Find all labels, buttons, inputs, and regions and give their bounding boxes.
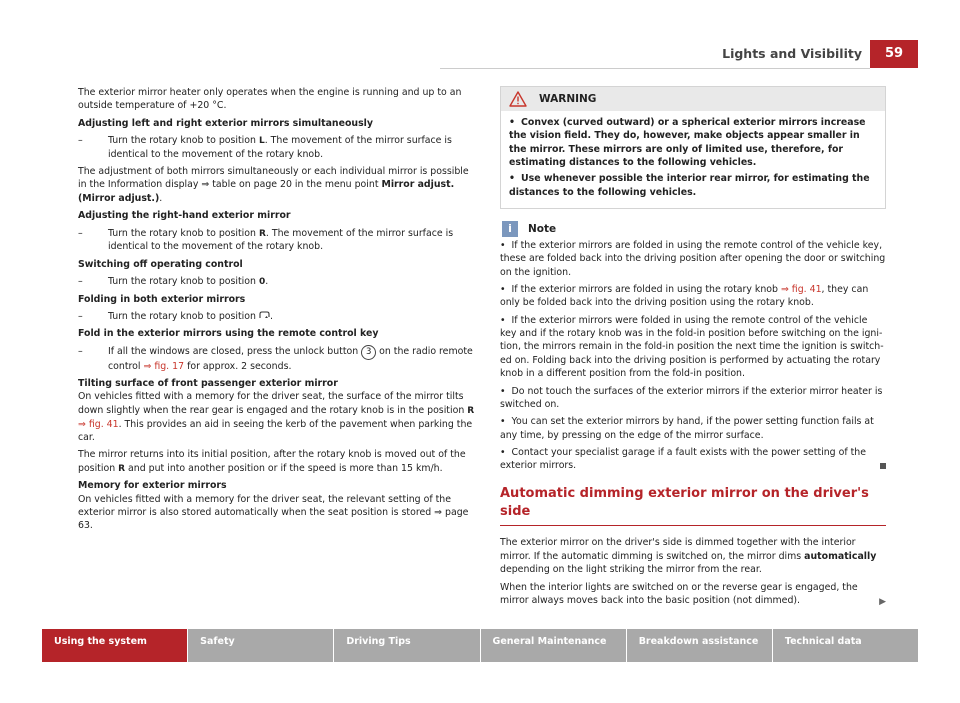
fig-41-link[interactable]: ⇒ fig. 41 <box>78 418 119 430</box>
unlock-button-number: 3 <box>361 345 376 360</box>
note-header <box>500 221 886 237</box>
auto-dimming-paragraph: The exterior mirror on the driver's side is dimmed together with the interior mirror. If the automatic dimming is switched on, the mirror dims automatically depending on the light striking the mirror from the rear. <box>500 537 877 576</box>
heading-tilt: Tilting surface of front passenger exterior mirror <box>78 378 338 390</box>
auto-dimming-section <box>500 485 886 608</box>
tab-using-the-system[interactable]: Using the system <box>42 629 187 662</box>
knob-position-r-icon: R <box>258 228 266 239</box>
note-item: • If the exterior mirrors were folded in using the remote control of the vehicle key and if the rotary knob was in the fold-in position before switching on the ignition, the mirrors remain in the fold-in position the next time the ignition is switched on. Folding back into the driving position is performed by actuating the rotary knob in a different position from the fold-in position. <box>500 314 884 380</box>
info-icon: i <box>502 221 518 237</box>
paragraph-heater: The exterior mirror heater only operates when the engine is running and up to an outside temperature of +20 °C. <box>78 87 462 112</box>
fig-17-link[interactable]: ⇒ fig. 17 <box>143 360 185 372</box>
paragraph-adjust-info: The adjustment of both mirrors simultaneously or each individual mirror is possible in the Information display ⇒ table on page 20 in the menu point Mirror adjust. (Mirror adjust.). <box>78 166 469 204</box>
note-item: • You can set the exterior mirrors by hand, if the power setting function fails at any time, by pressing on the edge of the mirror surface. <box>500 416 874 441</box>
fold-mirror-icon <box>259 311 270 320</box>
heading-memory: Memory for exterior mirrors <box>78 480 227 492</box>
footer-nav <box>42 629 918 662</box>
heading-fold-in: Folding in both exterior mirrors <box>78 293 246 305</box>
section-title: Lights and Visibility <box>722 46 862 62</box>
continued-arrow-icon: ▶ <box>879 596 886 607</box>
note-item: • If the exterior mirrors are folded in using the rotary knob ⇒ fig. 41, they can only be folded back into the driving position using the rotary knob. <box>500 284 869 309</box>
section-header <box>722 40 918 68</box>
tab-driving-tips[interactable]: Driving Tips <box>334 629 479 662</box>
tab-breakdown-assistance[interactable]: Breakdown assistance <box>627 629 772 662</box>
auto-dimming-paragraph: When the interior lights are switched on or the reverse gear is engaged, the mirror always moves back into the basic position (not dimmed). ▶ <box>500 581 886 607</box>
note-item: • Do not touch the surfaces of the exterior mirrors if the exterior mirror heater is switched on. <box>500 385 883 410</box>
warning-triangle-icon <box>509 91 527 107</box>
paragraph-return: The mirror returns into its initial position, after the rotary knob is moved out of the position R and put into another position or if the speed is more than 15 km/h. <box>78 449 466 474</box>
heading-switch-off: Switching off operating control <box>78 258 243 270</box>
knob-position-r-icon: R <box>118 463 126 474</box>
knob-position-r-icon: R <box>467 405 475 416</box>
right-column <box>500 86 886 611</box>
step-switch-off: – Turn the rotary knob to position 0. <box>78 275 269 287</box>
tab-general-maintenance[interactable]: General Maintenance <box>481 629 626 662</box>
warning-item: • Convex (curved outward) or a spherical exterior mirrors increase the vision field. They do, however, make objects appear smaller in the mirror. These mirrors are only of limited use, therefore, for estimating distances to the following vehicles. <box>509 117 866 169</box>
tab-safety[interactable]: Safety <box>188 629 333 662</box>
tab-technical-data[interactable]: Technical data <box>773 629 918 662</box>
warning-item: • Use whenever possible the interior rear mirror, for estimating the distances to the following vehicles. <box>509 173 870 198</box>
paragraph-tilt: On vehicles fitted with a memory for the driver seat, the surface of the mirror tilts down slightly when the rear gear is engaged and the rotary knob is in the position R ⇒ fig. 41. This provides an aid in seeing the kerb of the pavement when parking the car. <box>78 391 475 443</box>
step-remote-fold: – If all the windows are closed, press the unlock button 3 on the radio remote control ⇒ fig. 17 for approx. 2 seconds. <box>78 345 473 372</box>
heading-adjust-right: Adjusting the right-hand exterior mirror <box>78 210 291 222</box>
warning-box <box>500 86 886 209</box>
heading-remote-fold: Fold in the exterior mirrors using the remote control key <box>78 328 379 340</box>
section-end-icon <box>880 463 886 469</box>
note-item: • Contact your specialist garage if a fault exists with the power setting of the exterior mirrors. <box>500 446 886 473</box>
note-title: Note <box>528 222 557 235</box>
warning-title: WARNING <box>539 92 597 105</box>
step-adjust-both: – Turn the rotary knob to position L. The movement of the mirror surface is identical to the movement of the rotary knob. <box>78 135 452 160</box>
step-adjust-right: – Turn the rotary knob to position R. The movement of the mirror surface is identical to the movement of the rotary knob. <box>78 227 454 253</box>
fig-41-link[interactable]: ⇒ fig. 41 <box>780 284 822 296</box>
knob-position-0-icon: 0 <box>258 276 266 287</box>
step-fold-in: – Turn the rotary knob to position . <box>78 311 273 323</box>
note-item: • If the exterior mirrors are folded in using the remote control of the vehicle key, these are folded back into the driving position after opening the door or switching on the ignition. <box>500 240 886 278</box>
note-body <box>500 239 886 473</box>
paragraph-memory: On vehicles fitted with a memory for the driver seat, the relevant setting of the exterior mirror is also stored automatically when the seat position is stored ⇒ page 63. <box>78 493 469 532</box>
warning-body <box>501 111 885 208</box>
warning-header <box>501 87 885 111</box>
left-column <box>78 86 478 537</box>
heading-adjust-both: Adjusting left and right exterior mirrors simultaneously <box>78 117 373 129</box>
knob-position-l-icon: L <box>258 136 265 147</box>
header-divider <box>440 68 870 69</box>
auto-dimming-title: Automatic dimming exterior mirror on the driver's side <box>500 485 886 527</box>
page-number: 59 <box>870 40 918 68</box>
